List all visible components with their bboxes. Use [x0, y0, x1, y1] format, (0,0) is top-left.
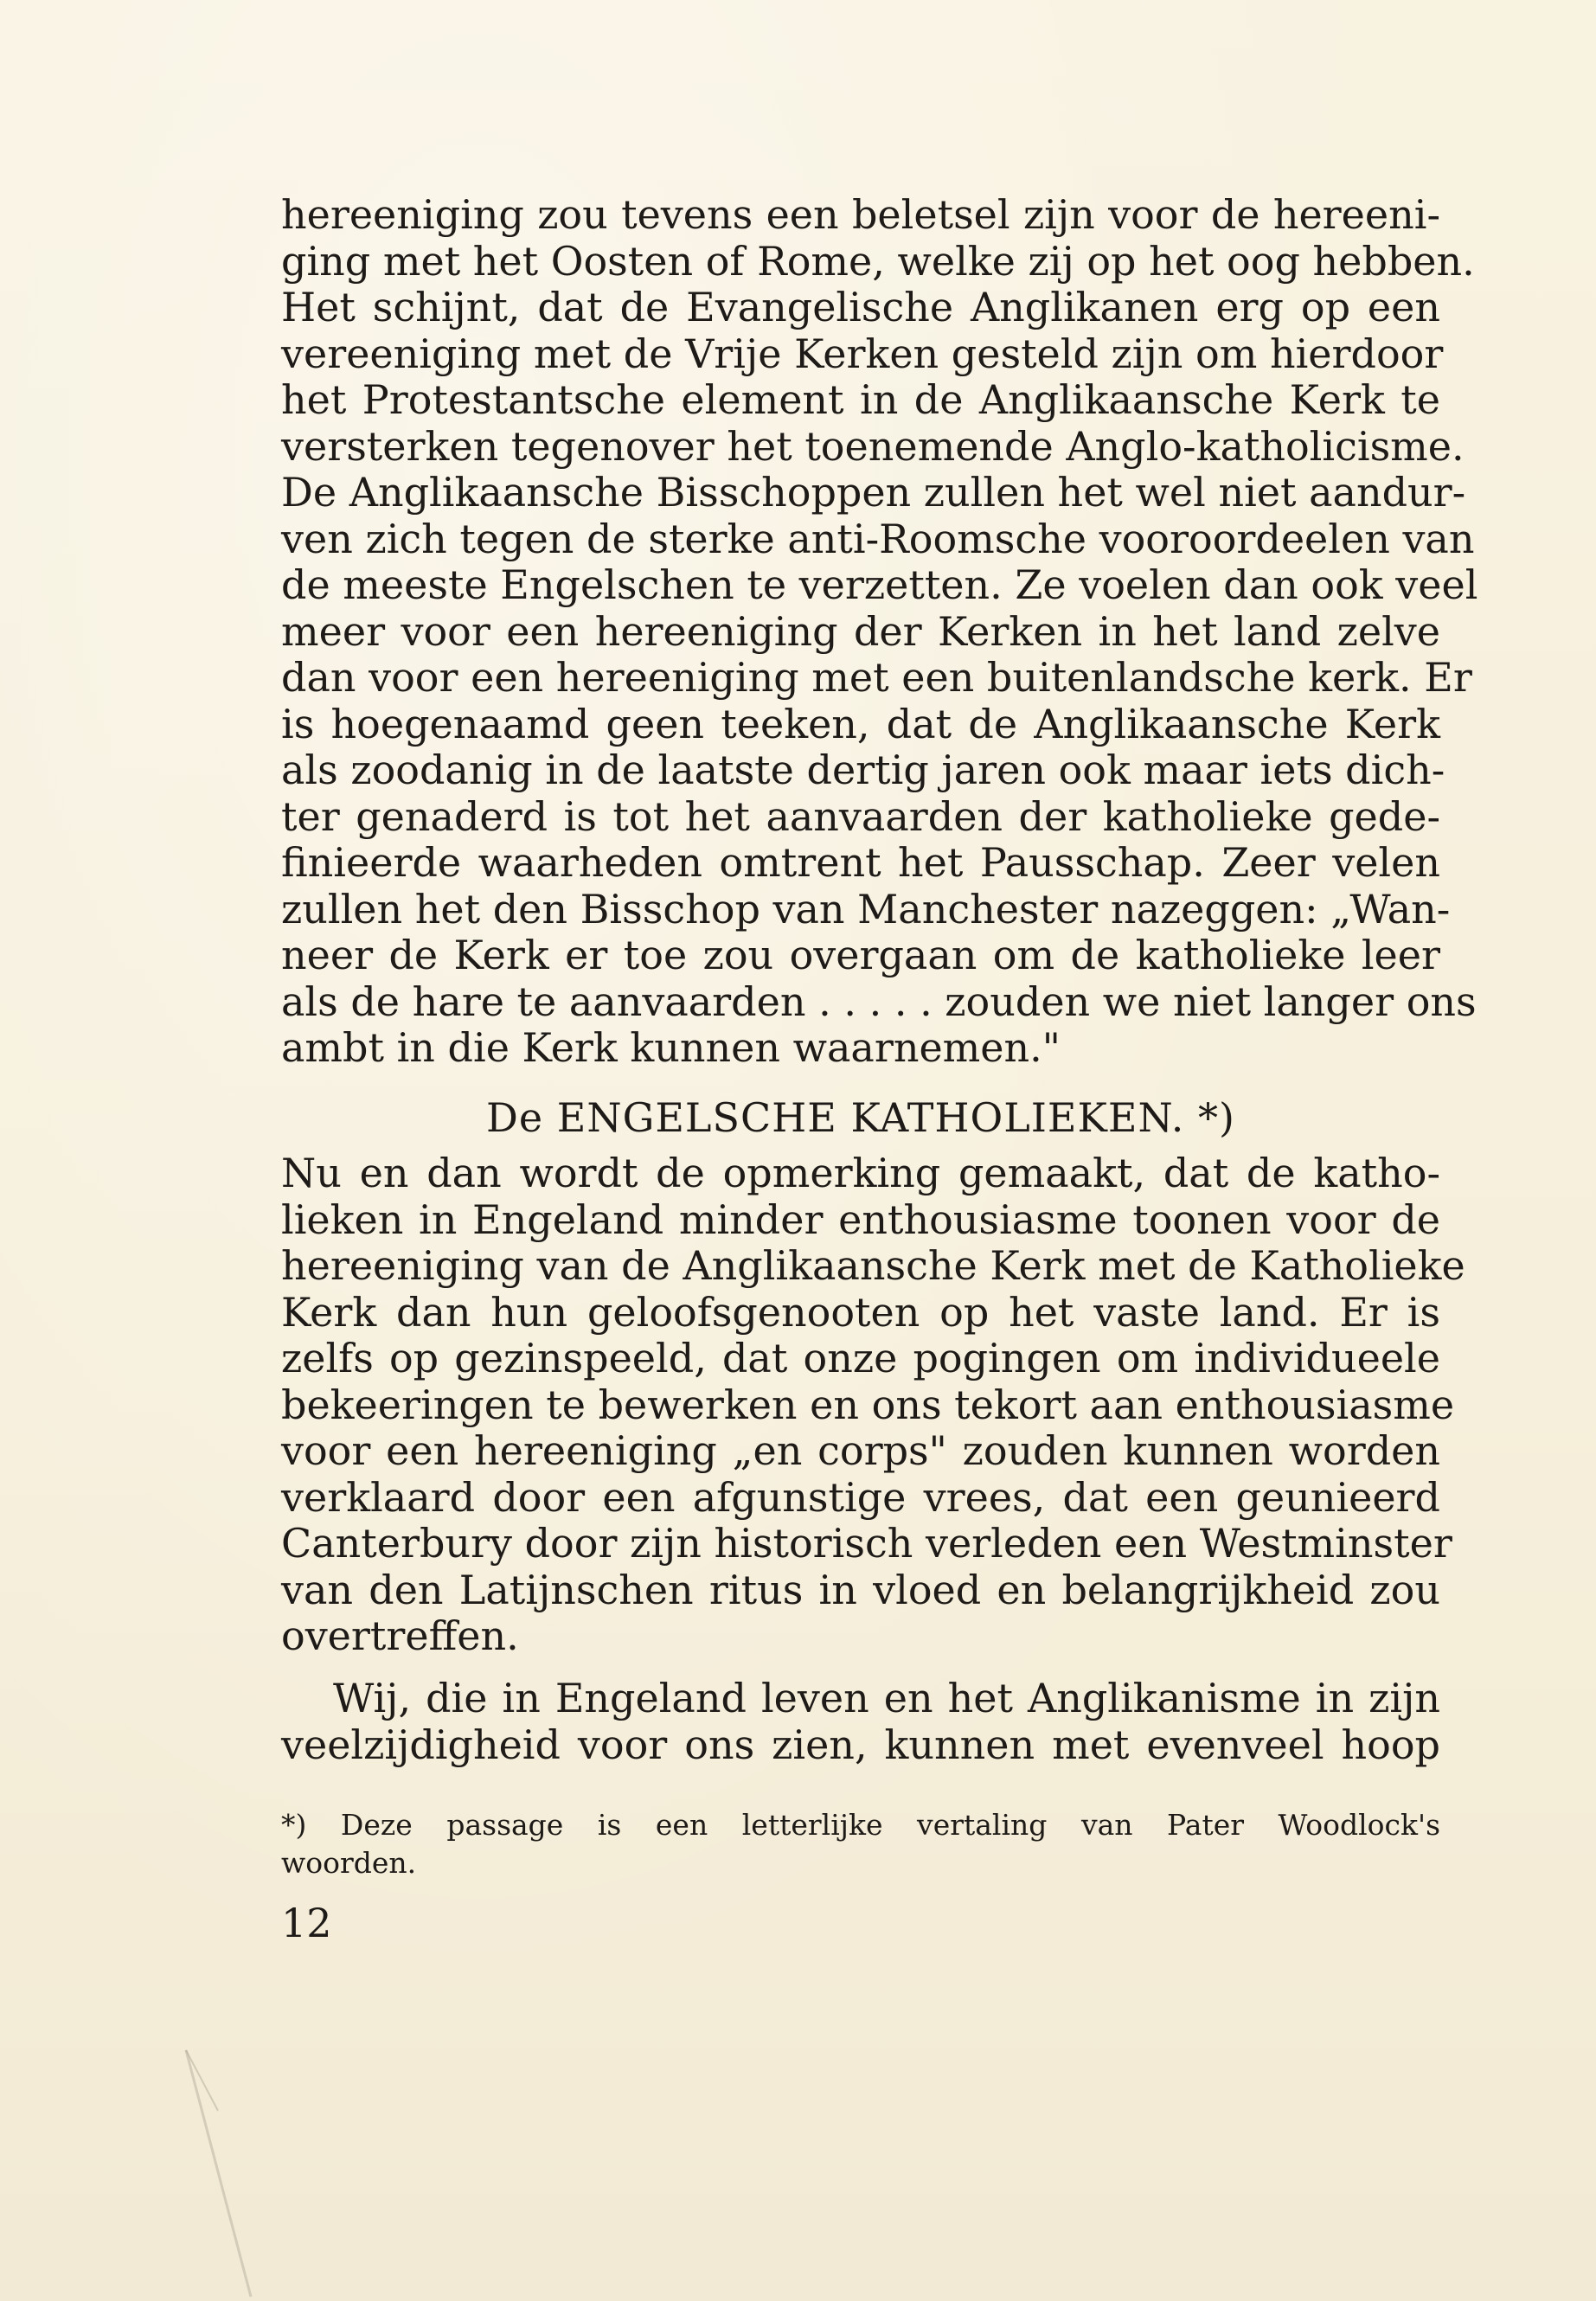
paragraph-2-line-9: Canterbury door zijn historisch verleden een Westminster [281, 1520, 1452, 1567]
paragraph-3-line-1: Wij, die in Engeland leven en het Anglikanisme in zijn [333, 1675, 1440, 1721]
paragraph-1-line-9: de meeste Engelschen te verzetten. Ze voelen dan ook veel [281, 561, 1478, 608]
section-heading: De ENGELSCHE KATHOLIEKEN. *) [486, 1094, 1235, 1141]
paragraph-2-line-3: hereeniging van de Anglikaansche Kerk met de Katholieke [281, 1242, 1465, 1289]
paragraph-2-line-4: Kerk dan hun geloofsgenooten op het vaste land. Er is [281, 1288, 1440, 1336]
paragraph-2-line-11: overtreffen. [281, 1612, 519, 1659]
paragraph-1-line-10: meer voor een hereeniging der Kerken in het land zelve [281, 607, 1440, 655]
paragraph-1-line-8: ven zich tegen de sterke anti-Roomsche vooroordeelen van [281, 515, 1475, 562]
paragraph-1-line-1: hereeniging zou tevens een beletsel zijn voor de hereeni- [281, 191, 1440, 238]
paragraph-wij [281, 1676, 1440, 1768]
paragraph-3-line-2: veelzijdigheid voor ons zien, kunnen met evenveel hoop [281, 1721, 1440, 1768]
paragraph-1-line-17: neer de Kerk er toe zou overgaan om de katholieke leer [281, 932, 1440, 978]
paragraph-catholics-intro [281, 1150, 1465, 1660]
footnote [281, 1806, 1440, 1882]
page-number: 12 [281, 1900, 332, 1946]
paragraph-1-line-18: als de hare te aanvaarden . . . . . zouden we niet langer ons [281, 977, 1477, 1025]
paragraph-2-line-8: verklaard door een afgunstige vrees, dat een geunieerd [281, 1473, 1440, 1521]
paragraph-1-line-16: zullen het den Bisschop van Manchester nazeggen: „Wan- [281, 885, 1451, 933]
paragraph-2-line-6: bekeeringen te bewerken en ons tekort aan enthousiasme [281, 1381, 1455, 1428]
paragraph-2-line-10: van den Latijnschen ritus in vloed en belangrijkheid zou [281, 1566, 1440, 1613]
paragraph-1-line-15: finieerde waarheden omtrent het Pausschap. Zeer velen [281, 839, 1440, 886]
paragraph-2-line-7: voor een hereeniging „en corps" zouden kunnen worden [281, 1427, 1440, 1474]
paragraph-1-line-11: dan voor een hereeniging met een buitenlandsche kerk. Er [281, 654, 1472, 701]
paragraph-1-line-19: ambt in die Kerk kunnen waarnemen." [281, 1024, 1061, 1071]
paragraph-1-line-14: ter genaderd is tot het aanvaarden der katholieke gede- [281, 792, 1440, 840]
paragraph-1-line-6: versterken tegenover het toenemende Anglo-katholicisme. [281, 422, 1465, 470]
paragraph-1-line-5: het Protestantsche element in de Anglikaansche Kerk te [281, 376, 1440, 423]
paragraph-1-line-12: is hoegenaamd geen teeken, dat de Anglikaansche Kerk [281, 700, 1440, 747]
paragraph-2-line-5: zelfs op gezinspeeld, dat onze pogingen om individueele [281, 1335, 1440, 1381]
footnote-line-2: woorden. [281, 1846, 417, 1880]
paragraph-continuation [281, 191, 1478, 1072]
paragraph-1-line-2: ging met het Oosten of Rome, welke zij op het oog hebben. [281, 237, 1475, 285]
paragraph-1-line-13: als zoodanig in de laatste dertig jaren ook maar iets dich- [281, 747, 1445, 793]
paragraph-1-line-4: vereeniging met de Vrije Kerken gesteld zijn om hierdoor [281, 330, 1444, 377]
paragraph-2-line-1: Nu en dan wordt de opmerking gemaakt, dat de katho- [281, 1150, 1440, 1196]
paragraph-2-line-2: lieken in Engeland minder enthousiasme toonen voor de [281, 1195, 1440, 1243]
footnote-line-1: *) Deze passage is een letterlijke vertaling van Pater Woodlock's [281, 1808, 1440, 1842]
paragraph-1-line-3: Het schijnt, dat de Evangelische Anglikanen erg op een [281, 284, 1440, 330]
paragraph-1-line-7: De Anglikaansche Bisschoppen zullen het wel niet aandur- [281, 469, 1466, 516]
